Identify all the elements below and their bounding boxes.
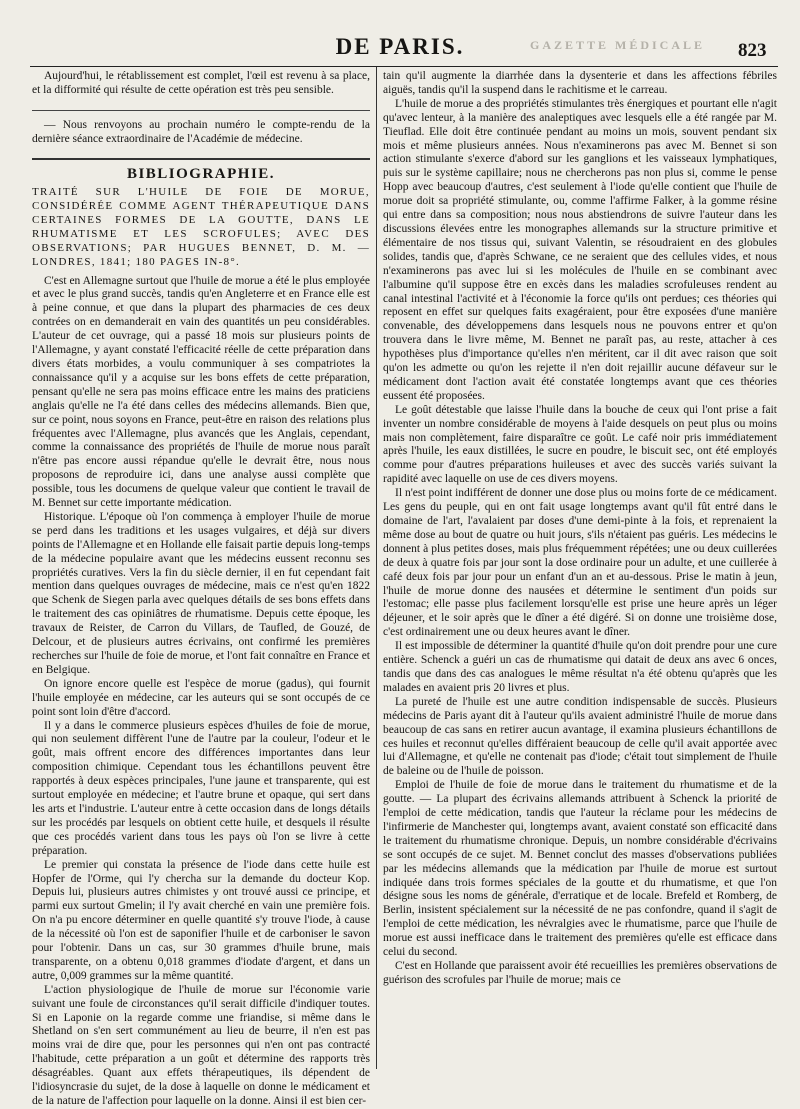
body-paragraph: Le premier qui constata la présence de l'iode dans cette huile est Hopfer de l'Orme, qui l'y chercha sur la demande du docteur Kop. Depuis lui, plusieurs autres chimistes y ont trouvé aussi ce principe, et parmi eux surtout Gmelin; il l'y avait cherché en vain une première fois. On n'a pu encore déterminer en quelle quantité s'y trouve l'iode, à cause de la nécessité où l'on est de saponifier l'huile et de carboniser le savon pour l'obtenir. Dans un cas, sur 30 grammes d'huile brune, mais transparente, on a obtenu 0,018 grammes d'iodate d'argent, et dans un autre, 0,009 grammes sur la même quantité. <box>32 858 370 982</box>
continued-paragraph: tain qu'il augmente la diarrhée dans la dysenterie et dans les affections fébriles aiguës, tandis qu'il la suspend dans le rachitisme et le carreau. <box>383 70 777 96</box>
body-paragraph: Il n'est point indifférent de donner une dose plus ou moins forte de ce médicament. Les gens du peuple, qui en ont fait usage longtemps avant qu'il fût entré dans le domaine de l'art, l'avalaient par doses d'une demi-pinte à la fois, et reprenaient la même dose au bout de quatre ou huit jours, s'ils n'étaient pas guéris. Les médecins le donnent à plus petites doses, mais plus fréquemment répétées; une ou deux cuillerées de deux à quatre fois par jour sont la dose ordinaire pour un adulte, et une cuillerée à café deux fois par jour pour un enfant d'un an et au-dessous. Prise le matin à jeun, l'huile de morue donne des nausées et détermine le sentiment d'un poids sur l'estomac; elle passe plus facilement lorsqu'elle est prise une heure après un léger déjeuner, et le soir après que le dîner a été digéré. Si on donne une troisième dose, c'est ordinairement une ou deux heures avant le dîner. <box>383 487 777 639</box>
column-divider <box>376 67 377 1069</box>
page-number: 823 <box>738 40 767 61</box>
body-paragraph: Il est impossible de déterminer la quantité d'huile qu'on doit prendre pour une cure entière. Schenck a guéri un cas de rhumatisme qui datait de deux ans avec 6 onces, tandis que dans des cas analogues le même résultat n'a été obtenu qu'après que les malades en avaient pris 20 livres et plus. <box>383 640 777 694</box>
left-column <box>32 70 370 1107</box>
body-paragraph: L'huile de morue a des propriétés stimulantes très énergiques et pourtant elle n'agit qu'avec lenteur, à la manière des analeptiques avec lesquels elle a été rangée par M. Tieuflad. Elle doit être continuée pendant au moins un mois, souvent pendant six mois et même plusieurs années. Nous n'examinerons pas avec M. Bennet si son action stimulante s'exerce d'abord sur les ganglions et les vaisseaux lymphatiques, puis sur le système capillaire; nous ne chercherons pas non plus si, comme le pense Hopp avec beaucoup d'autres, c'est seulement à l'iode qu'elle contient que l'huile de morue doit sa propriété stimulante, ou, comme l'affirme Falker, à la gomme résine qui entre dans sa composition; nous nous abstiendrons de suivre l'auteur dans les discussions élevées entre les monographes allemands sur la structure primitive et élémentaire de nos tissus qui, suivant Valentin, se résoudraient en des globules solides, tandis que, d'après Schwane, ce ne seraient que des cellules vides, et nous n'examinerons pas avec lui si les molécules de l'huile en se combinant avec l'albumine qu'il suppose être en excès dans les maladies scrofuleuses rendent au canal intestinal l'activité et à l'économie la force qu'ils ont perdues; ces théories qui reposent en effet sur quelques faits exagéraient, pour être exposées d'une manière convenable, des développemens dans lesquels nous ne pouvons entrer et qu'on trouvera dans le livre même, M. Bennet ne paraît pas, au reste, attacher à ces hypothèses plus d'importance qu'elles n'en méritent, car il dit avec raison que soit qu'on les admette ou qu'on les rejette il n'en doit rejaillir aucune défaveur sur le médicament dont l'action avait été constatée longtemps avant que ces théories eussent été proposées. <box>383 97 777 402</box>
section-separator <box>32 110 370 111</box>
body-paragraph: La pureté de l'huile est une autre condition indispensable de succès. Plusieurs médecins de Paris ayant dit à l'auteur qu'ils avaient administré l'huile de morue dans beaucoup de cas sans en retirer aucun avantage, il examina plusieurs échantillons de ces huiles et reconnut qu'elles différaient beaucoup de celle qu'il avait apportée avec lui d'Allemagne, et qu'elle ne contenait pas d'iode; c'était tout simplement de l'huile de baleine ou de l'huile de poisson. <box>383 695 777 778</box>
right-column <box>383 70 777 1069</box>
bleed-through-text: GAZETTE MÉDICALE <box>530 38 706 52</box>
continued-paragraph: Aujourd'hui, le rétablissement est complet, l'œil est revenu à sa place, et la difformité qui résulte de cette opération est très peu sensible. <box>32 70 370 96</box>
book-heading: TRAITÉ SUR L'HUILE DE FOIE DE MORUE, CONSIDÉRÉE COMME AGENT THÉRAPEUTIQUE DANS CERTAINES FORMES DE LA GOUTTE, DANS LE RHUMATISME ET LES SCROFULES; AVEC DES OBSERVATIONS; PAR HUGUES BENNET, D. M. — LONDRES, 1841; 180 PAGES IN-8°. <box>32 185 370 268</box>
page-title: DE PARIS. <box>335 34 465 59</box>
body-paragraph: Le goût détestable que laisse l'huile dans la bouche de ceux qui l'ont prise a fait inventer un nombre considérable de moyens à l'aide desquels on peut plus ou moins mais non complètement, faire disparaître ce goût. Le café noir pris immédiatement après l'huile, les eaux distillées, le sucre en poudre, le biscuit sec, ont été employés comme pour d'autres préparations huileuses et avec des succès variés suivant la rapidité avec laquelle on use de ces divers moyens. <box>383 403 777 486</box>
editorial-note: — Nous renvoyons au prochain numéro le compte-rendu de la dernière séance extraordinaire de l'Académie de médecine. <box>32 118 370 145</box>
section-separator <box>32 158 370 160</box>
body-paragraph: Emploi de l'huile de foie de morue dans le traitement du rhumatisme et de la goutte. — La plupart des écrivains allemands attribuent à Schenck la priorité de l'emploi de cette médication, tandis que l'auteur la réclame pour les médecins de l'infirmerie de Manchester qui, longtemps avant, avaient constaté son efficacité dans le traitement du rhumatisme chronique. Depuis, un nombre considérable d'écrivains se sont occupés de ce sujet. M. Bennet conclut des masses d'observations publiées par les médecins allemands que la médication par l'huile de morue est surtout indiquée dans trois formes spéciales de la goutte et du rhumatisme, et que l'on désigne sous les noms de générale, d'erratique et de locale. Brefeld et Romberg, de Berlin, insistent spécialement sur la nécessité de ne pas confondre, quand il s'agit de l'emploi de cette médication, les névralgies avec le rhumatisme, parce que l'huile de morue est aussi inefficace dans le traitement des premières qu'elle est efficace dans celui du second. <box>383 779 777 959</box>
body-paragraph: C'est en Allemagne surtout que l'huile de morue a été le plus employée et avec le plus grand succès, tandis qu'en Angleterre et en France elle est à peine connue, et que dans la plupart des pharmacies de ces deux contrées on en demanderait en vain des quantités un peu considérables. L'auteur de cet ouvrage, qui a passé 18 mois sur plusieurs points de l'Allemagne, y ayant constaté l'efficacité réelle de cette préparation dans divers états morbides, a voulu communiquer à ses compatriotes la connaissance qu'il y a acquise sur les bons effets de cette préparation, pensant qu'elle ne sera pas moins efficace entre les mains des praticiens anglais qu'elle ne l'a été dans celles des médecins allemands. Bien que, sur ce point, nous soyons en France, peut-être en raison des relations plus fréquentes avec l'Allemagne, plus avancés que les Anglais, cependant, comme la connaissance des propriétés de l'huile de morue nous paraît n'être pas encore aussi répandue qu'elle le devrait être, nous nous proposons de reproduire ici, dans une analyse aussi complète que possible, tous les documens de quelque valeur que contient le travail de M. Bennet sur cette importante médication. <box>32 274 370 510</box>
body-paragraph: Historique. L'époque où l'on commença à employer l'huile de morue se perd dans les traditions et les usages vulgaires, et déjà sur divers points de l'Allemagne et en Hollande elle faisait partie depuis long-temps de la médecine populaire avant que les médecins eussent reconnu ses propriétés curatives. Vers la fin du siècle dernier, il en fut cependant fait mention dans quelques ouvrages de médecine, mais ce n'est qu'en 1822 que Schenk de Siegen parla avec quelques détails de ses bons effets dans le traitement des cas opiniâtres de rhumatisme. Depuis cette époque, les travaux de Reister, de Carron du Villars, de Taufled, de Gouzé, de Delcour, et de plusieurs autres écrivains, ont confirmé les premières recherches sur l'huile de foie de morue, et l'ont fait connaître en France et en Belgique. <box>32 510 370 676</box>
masthead <box>0 0 800 66</box>
body-paragraph: L'action physiologique de l'huile de morue sur l'économie varie suivant une foule de circonstances qu'il serait difficile d'indiquer toutes. Si en Laponie on la regarde comme une friandise, si même dans le Shetland on s'en sert communément au lieu de beurre, il n'en est pas moins vrai de dire que, pour les personnes qui n'en ont pas contracté l'habitude, cette préparation a un goût et détermine des rapports très désagréables. Quant aux effets thérapeutiques, ils dépendent de l'idiosyncrasie du sujet, de la dose à laquelle on donne le médicament et de la nature de l'affection pour laquelle on la donne. Ainsi il est bien cer- <box>32 983 370 1107</box>
body-paragraph: Il y a dans le commerce plusieurs espèces d'huiles de foie de morue, qui non seulement diffèrent l'une de l'autre par la couleur, l'odeur et le goût, mais offrent encore des différences importantes dans leur composition chimique. Cependant tous les échantillons peuvent être rapportés à deux espèces principales, l'une jaune et transparente, qui est surtout employée en médecine; et l'autre brune et opaque, qui sert dans les arts et l'industrie. L'auteur entre à cette occasion dans de longs détails sur les procédés par lesquels on obtient cette huile, et desquels il résulte que ces procédés varient dans tous les pays où l'on se livre à cette préparation. <box>32 719 370 857</box>
section-heading: BIBLIOGRAPHIE. <box>126 165 276 182</box>
body-paragraph: On ignore encore quelle est l'espèce de morue (gadus), qui fournit l'huile employée en médecine, car les auteurs qui se sont occupés de ce point sont loin d'être d'accord. <box>32 677 370 718</box>
masthead-rule <box>30 66 778 67</box>
body-paragraph: C'est en Hollande que paraissent avoir été recueillies les premières observations de guérison des scrofules par l'huile de morue; mais ce <box>383 960 777 986</box>
